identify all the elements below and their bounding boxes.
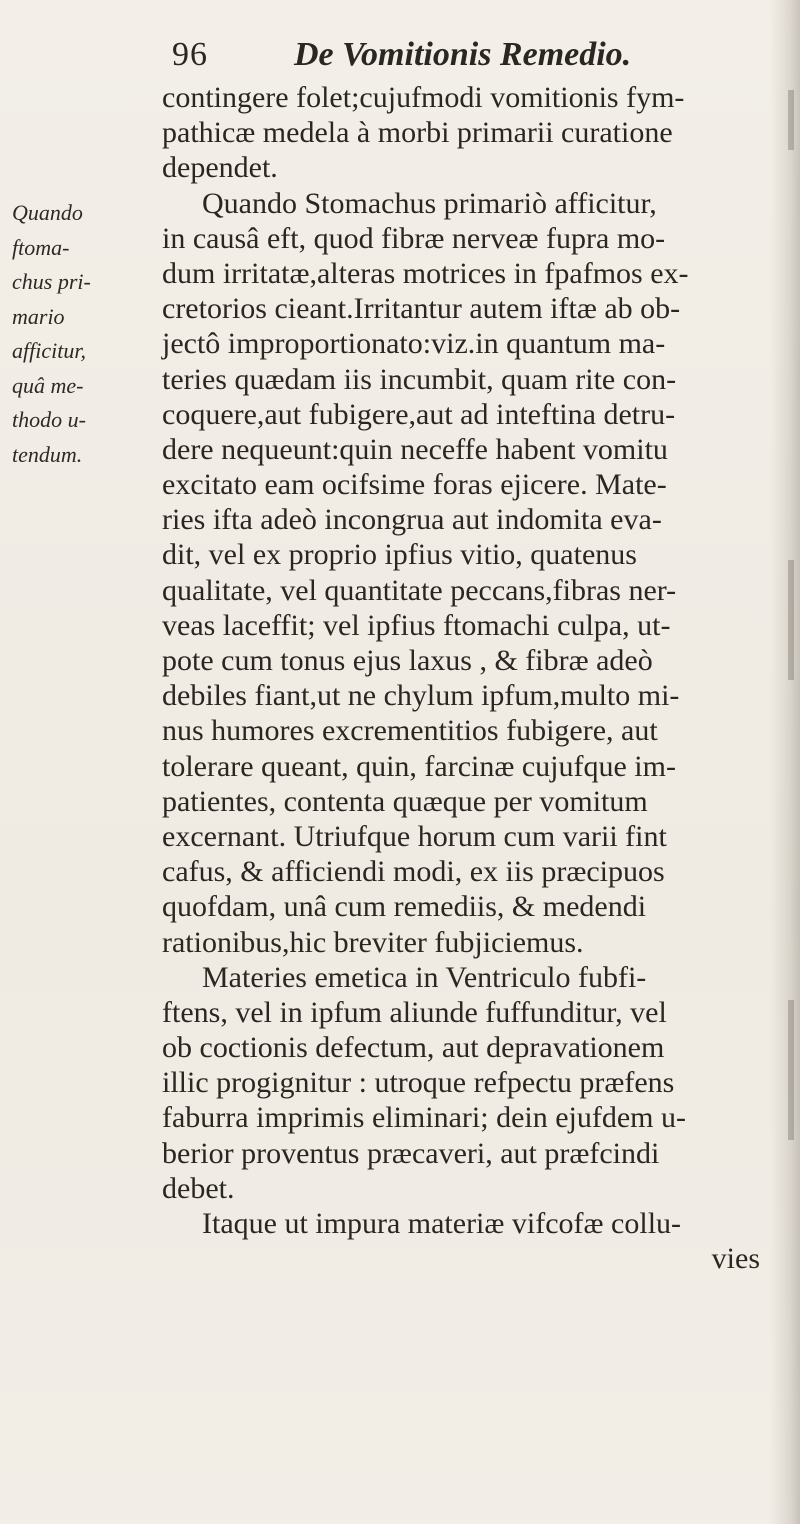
page-edge-shadow	[788, 1000, 794, 1140]
text-line: Materies emetica in Ventriculo fubfi-	[202, 960, 647, 994]
marginal-note-line: mario	[12, 303, 65, 329]
text-line: Itaque ut impura materiæ vifcofæ collu-	[202, 1207, 682, 1240]
text-line: cretorios cieant.Irritantur autem iftæ ab ob-	[162, 292, 681, 326]
body-text	[162, 80, 772, 1276]
text-line: berior proventus præcaveri, aut præfcindi	[162, 1136, 660, 1170]
text-line: debet.	[162, 1171, 235, 1205]
text-line: tolerare queant, quin, farcinæ cujufque im-	[162, 749, 676, 783]
marginal-note-line: tendum.	[12, 441, 83, 467]
text-line: debiles fiant,ut ne chylum ipfum,multo mi-	[162, 679, 680, 713]
text-line: excitato eam ocifsime foras ejicere. Mate-	[162, 468, 667, 502]
text-line: teries quædam iis incumbit, quam rite con-	[162, 362, 677, 396]
text-line: Quando Stomachus primariò afficitur,	[202, 186, 657, 220]
text-line: ob coctionis defectum, aut depravationem	[162, 1031, 665, 1065]
marginal-note	[12, 196, 142, 472]
text-line: in causâ eft, quod fibræ nerveæ fupra mo-	[162, 221, 666, 255]
marginal-note-line: thodo u-	[12, 407, 86, 432]
text-line: veas laceffit; vel ipfius ftomachi culpa, ut-	[162, 608, 671, 642]
text-line: patientes, contenta quæque per vomitum	[162, 784, 648, 818]
marginal-note-line: Quando	[12, 200, 83, 225]
text-line: ries ifta adeò incongrua aut indomita eva-	[162, 503, 662, 537]
text-line: qualitate, vel quantitate peccans,fibras ner-	[162, 573, 677, 607]
text-line: ftens, vel in ipfum aliunde fuffunditur, vel	[162, 995, 667, 1029]
text-line: dere nequeunt:quin neceffe habent vomitu	[162, 432, 668, 466]
page-edge-shadow	[788, 560, 794, 680]
running-title: De Vomitionis Remedio.	[294, 36, 632, 73]
catchword: vies	[711, 1242, 760, 1276]
text-line: cafus, & afficiendi modi, ex iis præcipuos	[162, 855, 665, 889]
text-line: pathicæ medela à morbi primarii curatione	[162, 116, 673, 150]
text-line: dit, vel ex proprio ipfius vitio, quatenus	[162, 538, 637, 572]
text-line: nus humores excrementitios fubigere, aut	[162, 714, 658, 748]
text-line: contingere folet;cujufmodi vomitionis fym-	[162, 81, 685, 114]
text-line: pote cum tonus ejus laxus , & fibræ adeò	[162, 644, 653, 677]
text-line: faburra imprimis eliminari; dein ejufdem u-	[162, 1101, 687, 1135]
marginal-note-line: afficitur,	[12, 338, 86, 363]
marginal-note-line: chus pri-	[12, 269, 91, 294]
marginal-note-line: ftoma-	[12, 234, 70, 260]
text-line: quofdam, unâ cum remediis, & medendi	[162, 890, 647, 924]
text-line: illic progignitur : utroque refpectu præfens	[162, 1066, 675, 1100]
text-line: jectô improportionato:viz.in quantum ma-	[162, 327, 666, 361]
page-edge-shadow	[788, 90, 794, 150]
text-line: excernant. Utriufque horum cum varii fint	[162, 819, 667, 853]
text-line: dum irritatæ,alteras motrices in fpafmos ex-	[162, 256, 689, 290]
page-number: 96	[172, 36, 208, 73]
text-line: dependet.	[162, 151, 278, 185]
marginal-note-line: quâ me-	[12, 372, 84, 398]
text-line: coquere,aut fubigere,aut ad inteftina detru-	[162, 397, 676, 431]
text-line: rationibus,hic breviter fubjiciemus.	[162, 925, 584, 959]
page-header	[172, 36, 732, 76]
